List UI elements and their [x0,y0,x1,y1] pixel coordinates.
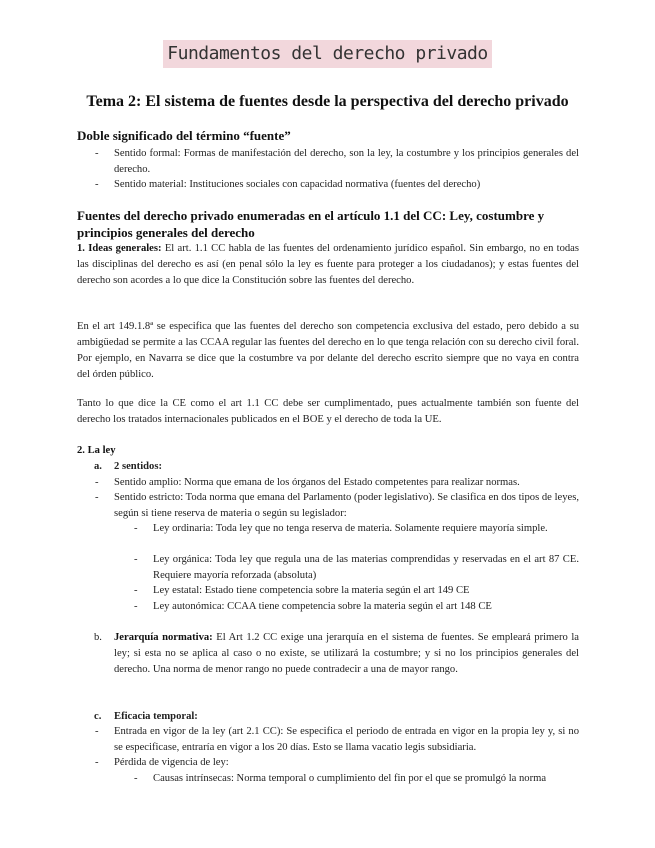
list-item-text: Pérdida de vigencia de ley: [114,757,229,768]
list-item [95,177,579,193]
dash-marker: - [95,726,99,737]
list-item-text: Ley orgánica: Toda ley que regula una de las materias comprendidas y reservadas en el art 87 CE. Requiere mayoría reforzada (absoluta) [153,554,579,581]
dash-marker: - [95,477,99,488]
dash-marker: - [134,773,138,784]
paragraph-art-149: En el art 149.1.8ª se especifica que las fuentes del derecho son competencia exclusiva del estado, pero debido a su ambigüedad se permite a las CCAA regular las fuentes del derecho en lo que tenga relación con su derecho civil foral. Por ejemplo, en Navarra se dice que la costumbre va por delante del derecho escrito siempre que no vaya en contra del órden público. [77,321,579,380]
sub-list-item [134,583,579,599]
list-item-text: Sentido amplio: Norma que emana de los órganos del Estado competentes para realizar normas. [114,477,520,488]
list-item [95,490,579,521]
sub-heading-label: Eficacia temporal: [114,711,198,722]
letter-marker: b. [94,632,102,643]
dash-marker: - [134,554,138,565]
dash-marker: - [134,523,138,534]
paragraph-label: Jerarquía normativa: [114,632,213,643]
dash-marker: - [134,601,138,612]
section-heading-fuentes-cc: Fuentes del derecho privado enumeradas en el artículo 1.1 del CC: Ley, costumbre y principios generales del derecho [77,208,545,240]
list-item-text: Causas intrínsecas: Norma temporal o cumplimiento del fin por el que se promulgó la norma [153,773,547,784]
sub-list-item [134,521,579,537]
letter-marker: c. [94,711,102,722]
paragraph-text: El art. 1.1 CC habla de las fuentes del ordenamiento jurídico español. Sin embargo, no en todas las disciplinas del derecho es así (en penal sólo la ley es fuente para proteger a los ciudadanos); y estas fuentes del derecho son acordes a lo que dice la Constitución sobre las fuentes del derecho. [77,243,580,286]
dash-marker: - [95,492,99,503]
section-heading-fuente: Doble significado del término “fuente” [77,128,291,143]
list-item-text: Ley ordinaria: Toda ley que no tenga reserva de materia. Solamente requiere mayoría simple. [153,523,548,534]
list-item-text: Sentido estricto: Toda norma que emana del Parlamento (poder legislativo). Se clasifica en dos tipos de leyes, según si tiene reserva de materia o según su legislador: [114,492,579,519]
list-item-text: Sentido material: Instituciones sociales con capacidad normativa (fuentes del derecho) [114,179,481,190]
letter-marker: a. [94,461,102,472]
list-item [95,755,579,771]
sub-list-item [134,599,579,615]
list-item-text: Ley autonómica: CCAA tiene competencia sobre la materia según el art 148 CE [153,601,492,612]
dash-marker: - [134,585,138,596]
topic-title: Tema 2: El sistema de fuentes desde la perspectiva del derecho privado [86,93,569,110]
paragraph-ce: Tanto lo que dice la CE como el art 1.1 CC debe ser cumplimentado, pues actualmente también son fuente del derecho los tratados internacionales publicados en el BOE y el derecho de toda la UE. [77,398,579,425]
sub-heading-eficacia [94,709,579,725]
document-title-wrap [0,40,655,68]
sub-list-item [134,552,579,583]
list-item-text: Entrada en vigor de la ley (art 2.1 CC): Se especifica el periodo de entrada en vigor en la propia ley y, si no se especificase, entraría en vigor a los 20 días. Esto se llama vacatio legis subsidiaria. [114,726,579,753]
paragraph-text: El Art 1.2 CC exige una jerarquía en el sistema de fuentes. Se empleará primero la ley; si esta no se aplica al caso o no existe, se utilizará la costumbre; y si no los principios generales del derecho. Una norma de menor rango no puede contradecir a una de mayor rango. [114,632,580,675]
dash-marker: - [95,179,99,190]
list-item-text: Ley estatal: Estado tiene competencia sobre la materia según el art 149 CE [153,585,470,596]
paragraph-jerarquia [94,630,580,678]
sub-list-item [134,771,579,787]
dash-marker: - [95,148,99,159]
list-item [95,146,579,177]
list-item [95,475,579,491]
list-item-text: Sentido formal: Formas de manifestación del derecho, son la ley, la costumbre y los principios generales del derecho. [114,148,579,175]
paragraph-ideas-generales [77,241,579,289]
list-item [95,724,579,755]
sub-heading-sentidos [94,459,579,475]
dash-marker: - [95,757,99,768]
sub-heading-label: 2 sentidos: [114,461,162,472]
paragraph-label: 1. Ideas generales: [77,243,162,254]
document-title: Fundamentos del derecho privado [163,40,491,68]
section-heading-ley: 2. La ley [77,445,116,456]
